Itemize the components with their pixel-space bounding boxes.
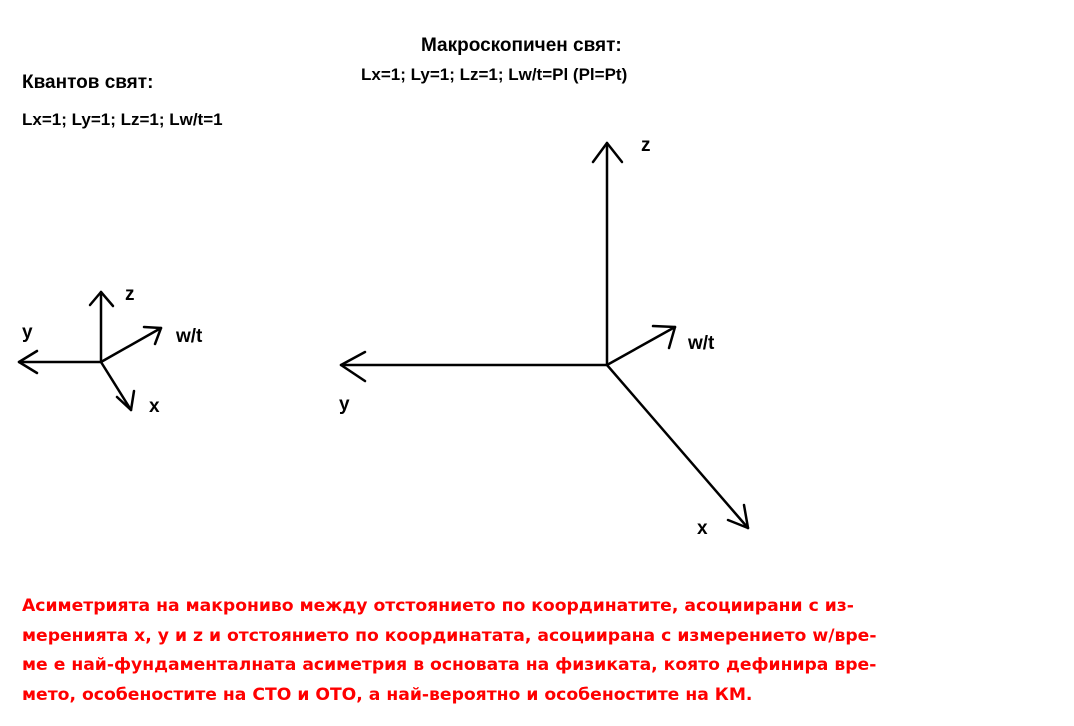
quantum-world-title: Квантов свят: (22, 72, 154, 93)
statement-line: меренията x, y и z и отстоянието по координатата, асоциирана с измерението w/вре- (22, 625, 877, 646)
macro-y-arrowhead (341, 352, 365, 381)
quantum-axes (19, 292, 161, 410)
macro-wt-label: w/t (688, 333, 715, 354)
macro-wt-axis (607, 327, 675, 365)
macro-axes (341, 143, 748, 528)
statement-line: Асиметрията на макрониво между отстоянието по координатите, асоциирани с из- (22, 596, 854, 616)
quantum-x-axis (101, 362, 131, 410)
macro-y-label: y (339, 394, 350, 415)
quantum-x-label: x (149, 396, 160, 417)
quantum-z-label: z (125, 284, 135, 305)
macro-z-label: z (641, 135, 651, 156)
macro-x-label: x (697, 518, 708, 539)
statement-line: ме е най-фундаменталната асиметрия в основата на физиката, която дефинира вре- (22, 655, 877, 675)
macro-x-axis (607, 365, 748, 528)
asymmetry-statement (22, 592, 1062, 710)
macro-world-formula: Lx=1; Ly=1; Lz=1; Lw/t=Pl (Pl=Pt) (361, 65, 628, 84)
macro-world-title: Макроскопичен свят: (421, 35, 622, 56)
quantum-wt-axis (101, 328, 161, 362)
quantum-wt-label: w/t (176, 326, 203, 347)
statement-line: мето, особеностите на СТО и ОТО, а най-вероятно и особеностите на КМ. (22, 684, 753, 705)
quantum-world-formula: Lx=1; Ly=1; Lz=1; Lw/t=1 (22, 110, 223, 129)
quantum-y-label: y (22, 322, 33, 343)
